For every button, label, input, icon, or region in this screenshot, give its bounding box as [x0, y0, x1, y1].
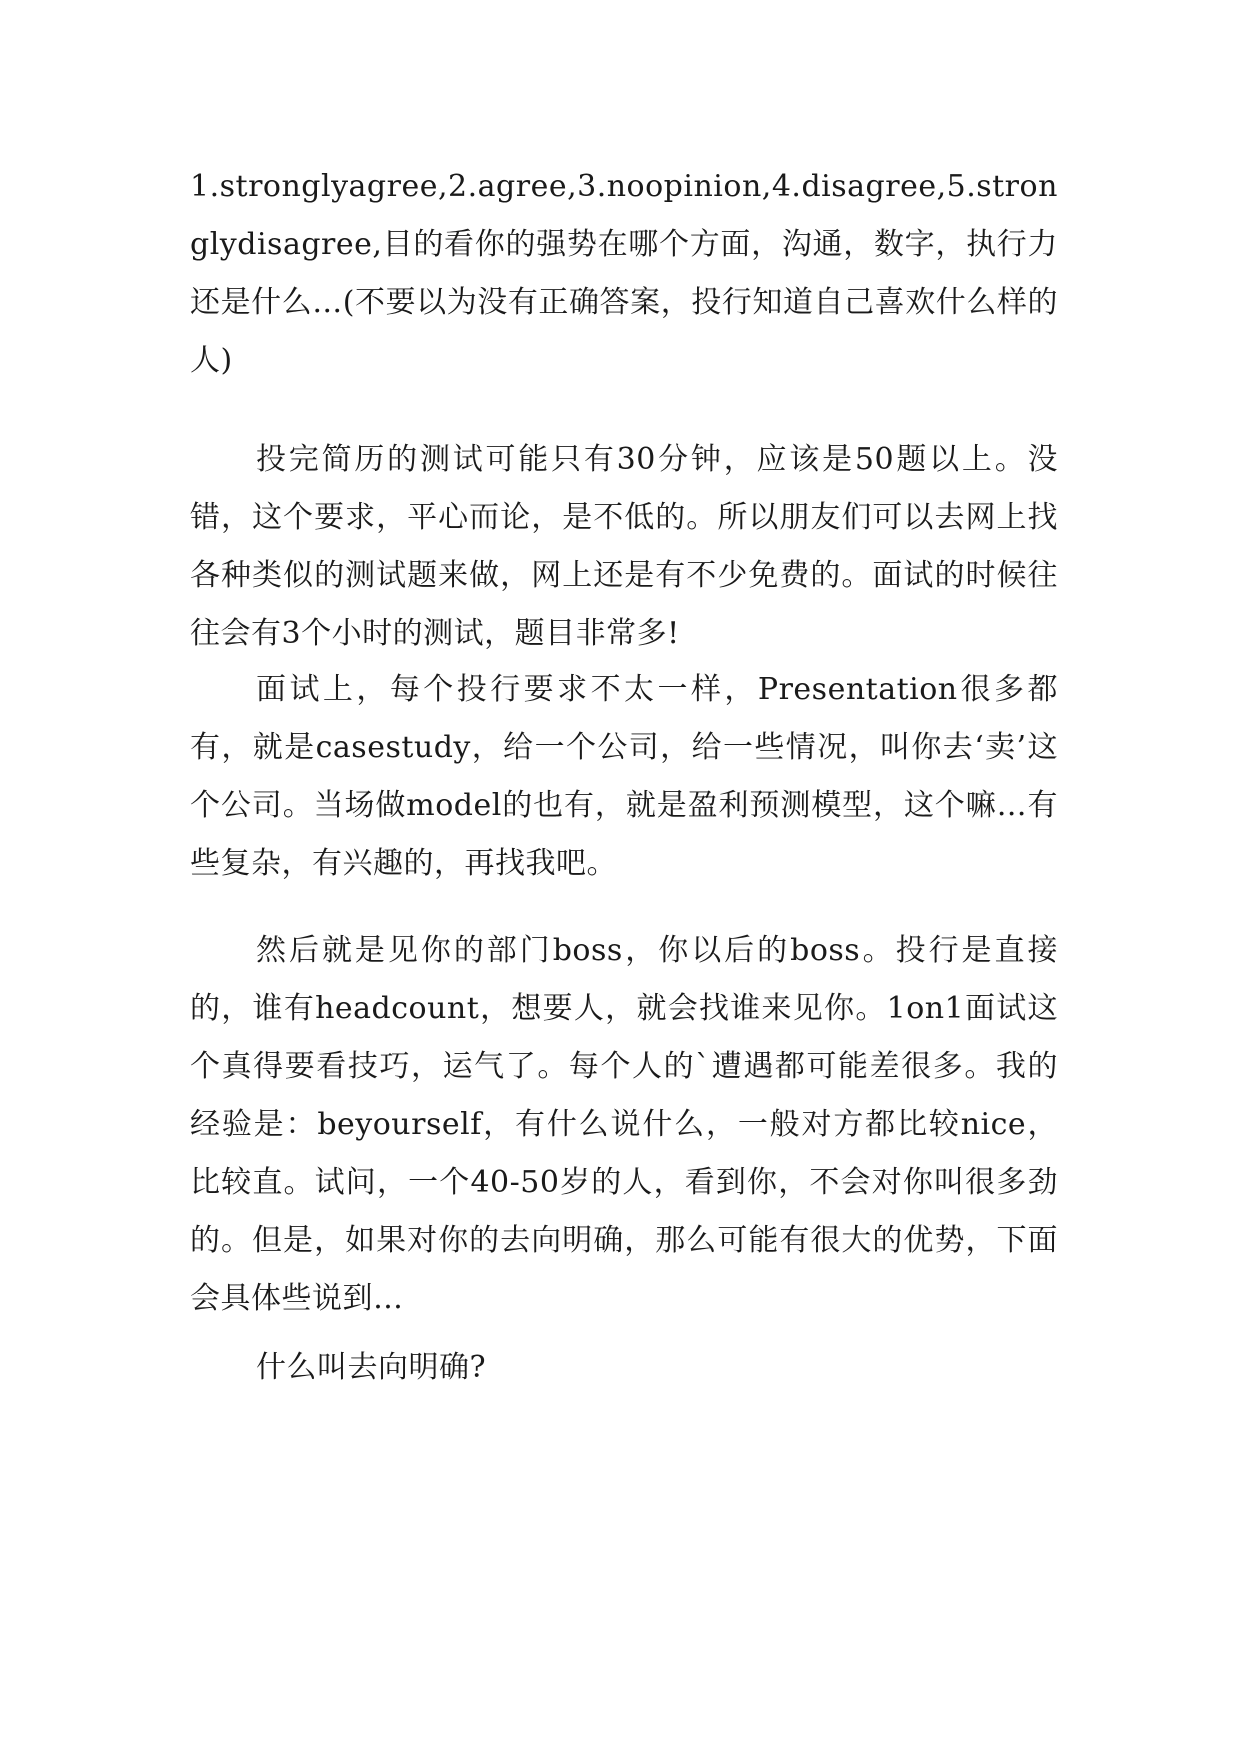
paragraph-boss-interview: 然后就是见你的部门boss，你以后的boss。投行是直接的，谁有headcount，想要人，就会找谁来见你。1on1面试这个真得要看技巧，运气了。每个人的`遭遇都可能差很多。我的经验是：beyourself，有什么说什么，一般对方都比较nice，比较直。试问，一个40-50岁的人，看到你，不会对你叫很多劲的。但是，如果对你的去向明确，那么可能有很大的优势，下面会具体些说到… — [190, 933, 1058, 1316]
paragraph-interview-presentation: 面试上，每个投行要求不太一样，Presentation很多都有，就是casestudy，给一个公司，给一些情况，叫你去‘卖’这个公司。当场做model的也有，就是盈利预测模型，这个嘛…有些复杂，有兴趣的，再找我吧。 — [190, 672, 1058, 881]
paragraph-question: 什么叫去向明确? — [256, 1350, 487, 1385]
paragraph-online-test: 投完简历的测试可能只有30分钟，应该是50题以上。没错，这个要求，平心而论，是不低的。所以朋友们可以去网上找各种类似的测试题来做，网上还是有不少免费的。面试的时候往往会有3个小时的测试，题目非常多! — [190, 442, 1058, 651]
paragraph-test-scale: 1.stronglyagree,2.agree,3.noopinion,4.disagree,5.stronglydisagree,目的看你的强势在哪个方面，沟通，数字，执行力还是什么…(不要以为没有正确答案，投行知道自己喜欢什么样的人) — [190, 169, 1058, 378]
